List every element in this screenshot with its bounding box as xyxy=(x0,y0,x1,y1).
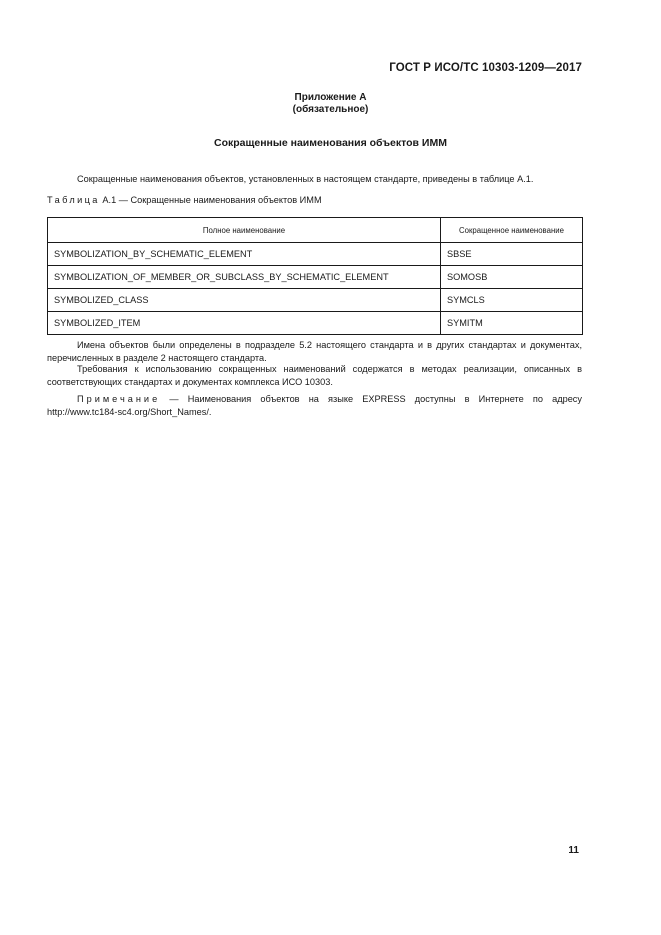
table-row xyxy=(48,266,583,289)
table-caption-label: Таблица xyxy=(47,195,100,205)
page-number: 11 xyxy=(568,845,579,856)
abbreviation-table xyxy=(47,217,583,335)
standard-code-header: ГОСТ Р ИСО/ТС 10303-1209—2017 xyxy=(389,62,582,74)
annex-title: Приложение А xyxy=(294,92,367,103)
full-name-cell: SYMBOLIZED_CLASS xyxy=(48,289,441,312)
table-row xyxy=(48,289,583,312)
column-header-short-name: Сокращенное наименование xyxy=(441,218,583,243)
full-name-cell: SYMBOLIZATION_OF_MEMBER_OR_SUBCLASS_BY_SCHEMATIC_ELEMENT xyxy=(48,266,441,289)
note-paragraph xyxy=(47,393,582,419)
note-label: Примечание xyxy=(77,394,161,404)
table-caption-number: А.1 xyxy=(102,195,117,205)
short-name-cell: SBSE xyxy=(441,243,583,266)
short-name-cell: SYMCLS xyxy=(441,289,583,312)
annex-status: (обязательное) xyxy=(292,104,369,115)
full-name-cell: SYMBOLIZED_ITEM xyxy=(48,312,441,335)
table-caption-text: — Сокращенные наименования объектов ИММ xyxy=(118,195,322,205)
short-name-cell: SYMITM xyxy=(441,312,583,335)
column-header-full-name: Полное наименование xyxy=(48,218,441,243)
table-row xyxy=(48,312,583,335)
table-caption xyxy=(47,195,322,205)
intro-paragraph: Сокращенные наименования объектов, установленных в настоящем стандарте, приведены в таблице А.1. xyxy=(77,174,534,184)
table-header-row xyxy=(48,218,583,243)
table-row xyxy=(48,243,583,266)
section-heading: Сокращенные наименования объектов ИММ xyxy=(214,137,447,149)
paragraph-requirements: Требования к использованию сокращенных наименований содержатся в методах реализации, описанных в соответствующих стандартах и документах комплекса ИСО 10303. xyxy=(47,364,582,387)
note-text: — Наименования объектов на языке EXPRESS доступны в Интернете по адресу http://www.tc184-sc4.org/Short_Names/. xyxy=(47,394,582,417)
short-name-cell: SOMOSB xyxy=(441,266,583,289)
paragraph-object-names: Имена объектов были определены в подразделе 5.2 настоящего стандарта и в других стандартах и документах, перечисленных в разделе 2 настоящего стандарта. xyxy=(47,340,582,363)
full-name-cell: SYMBOLIZATION_BY_SCHEMATIC_ELEMENT xyxy=(48,243,441,266)
